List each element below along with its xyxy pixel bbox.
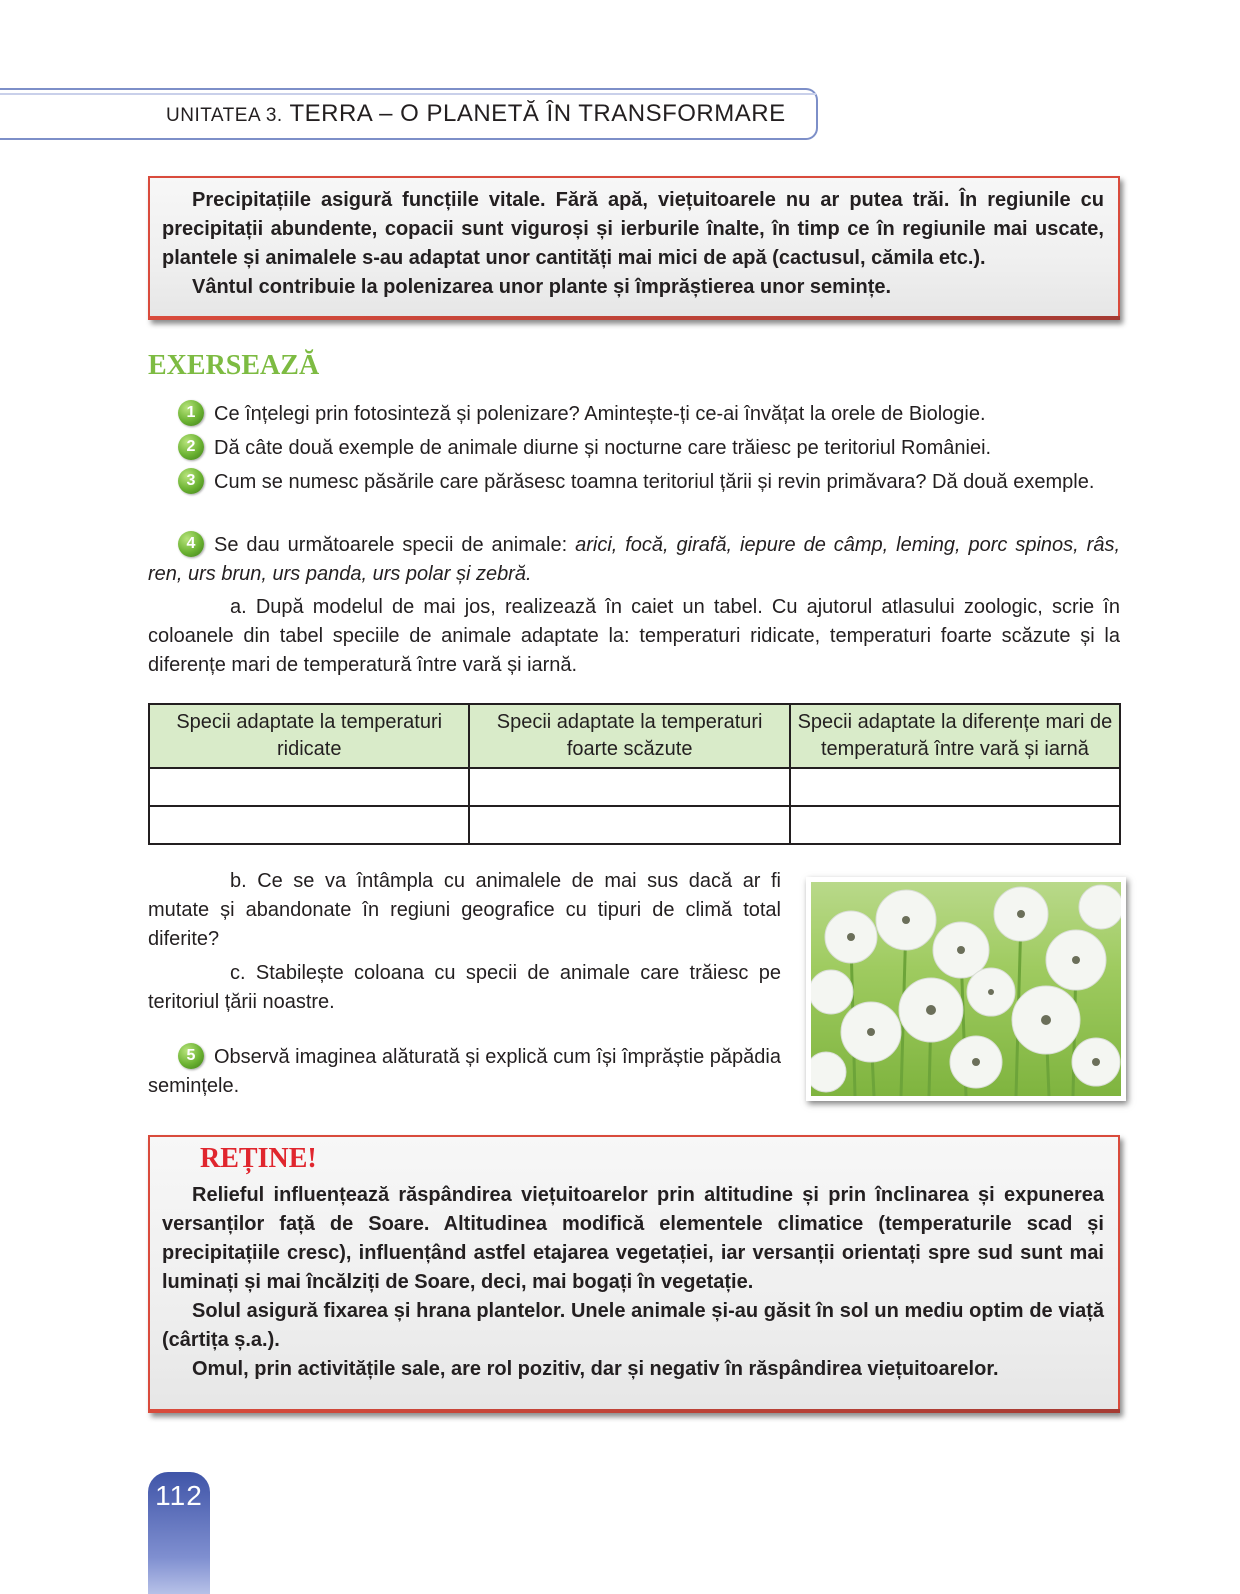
retine-paragraph-3 bbox=[162, 1355, 1104, 1384]
exercise-3 bbox=[148, 468, 1120, 497]
exercise-3-text: Cum se numesc păsările care părăsesc toamna teritoriul țării și revin primăvara? Dă două exemple. bbox=[214, 471, 1095, 493]
table-cell bbox=[790, 806, 1120, 844]
exercises-heading: EXERSEAZĂ bbox=[148, 350, 320, 381]
retine-text: influențează răspândirea viețuitoarelor prin altitudine și prin înclinarea și expunerea versanților față de Soare. Altitudinea modifică elementele climatice (temperaturile scad și precipitațiile cresc), influențând astfel etajarea vegetației, iar versanții orientați spre sud sunt mai luminați și mai încălziți de Soare, deci, mai bogați în vegetație. bbox=[162, 1184, 1104, 1293]
intro-paragraph-2: Vântul contribuie la polenizarea unor plante și împrăștierea unor semințe. bbox=[192, 276, 892, 298]
intro-box bbox=[148, 176, 1120, 320]
table-row bbox=[149, 806, 1120, 844]
page-number: 112 bbox=[155, 1480, 203, 1511]
retine-paragraph-2 bbox=[162, 1297, 1104, 1355]
retine-text: , prin activitățile sale, are rol pozitiv, dar și negativ în răspândirea viețuitoarelor. bbox=[243, 1358, 999, 1380]
table-header-cell: Specii adaptate la diferențe mari de temperatură între vară și iarnă bbox=[790, 704, 1120, 768]
table-row bbox=[149, 768, 1120, 806]
retine-keyword: Relieful bbox=[192, 1184, 265, 1206]
exercise-5-text: Observă imaginea alăturată și explică cum își împrăștie păpădia semințele. bbox=[148, 1046, 781, 1097]
exercise-2 bbox=[148, 434, 1120, 463]
exercise-5 bbox=[148, 1043, 781, 1101]
exercise-4b bbox=[148, 867, 781, 954]
exercise-4-text: Se dau următoarele specii de animale: bbox=[214, 534, 576, 556]
exercise-number-badge: 5 bbox=[178, 1043, 204, 1069]
exercise-4a-text: a. După modelul de mai jos, realizează în caiet un tabel. Cu ajutorul atlasului zoologic, scrie în coloanele din tabel speciile de animale adaptate la: temperaturi ridicate, temperaturi foarte scăzute și la diferențe mari de temperatură între vară și iarnă. bbox=[148, 596, 1120, 676]
table-cell bbox=[469, 806, 789, 844]
table-cell bbox=[149, 806, 469, 844]
table-cell bbox=[469, 768, 789, 806]
unit-title: TERRA – O PLANETĂ ÎN TRANSFORMARE bbox=[289, 100, 786, 127]
table-header-cell: Specii adaptate la temperaturi ridicate bbox=[149, 704, 469, 768]
retine-text: asigură fixarea și hrana plantelor. Unele animale și-au găsit în sol un mediu optim de viață (cârtița ș.a.). bbox=[162, 1300, 1104, 1351]
species-table bbox=[148, 703, 1121, 845]
exercise-number-badge: 3 bbox=[178, 468, 204, 494]
intro-paragraph-1: Precipitațiile asigură funcțiile vitale. Fără apă, viețuitoarele nu ar putea trăi. În regiunile cu precipitații abundente, copacii sunt viguroși și ierburile înalte, în timp ce în regiunile mai uscate, plantele și animalele s-au adaptat unor cantități mai mici de apă (cactusul, cămila etc.). bbox=[162, 189, 1104, 269]
table-header-row bbox=[149, 704, 1120, 768]
exercise-4b-text: b. Ce se va întâmpla cu animalele de mai sus dacă ar fi mutate și abandonate în regiuni geografice cu tipuri de climă total diferite? bbox=[148, 870, 781, 950]
retine-heading: REȚINE! bbox=[200, 1143, 317, 1174]
exercise-number-badge: 1 bbox=[178, 400, 204, 426]
unit-label: UNITATEA 3. bbox=[166, 105, 283, 126]
running-header bbox=[166, 100, 786, 128]
exercise-1-text: Ce înțelegi prin fotosinteză și polenizare? Amintește-ți ce-ai învățat la orele de Biologie. bbox=[214, 403, 986, 425]
retine-box bbox=[148, 1135, 1120, 1413]
exercise-4c bbox=[148, 959, 781, 1017]
dandelion-illustration bbox=[811, 882, 1121, 1096]
table-cell bbox=[149, 768, 469, 806]
retine-keyword: Solul bbox=[192, 1300, 241, 1322]
exercise-number-badge: 2 bbox=[178, 434, 204, 460]
table-cell bbox=[790, 768, 1120, 806]
exercise-1 bbox=[148, 400, 1120, 429]
retine-paragraph-1 bbox=[162, 1181, 1104, 1297]
dandelion-photo bbox=[806, 877, 1126, 1101]
exercise-4 bbox=[148, 531, 1120, 589]
exercise-4c-text: c. Stabilește coloana cu specii de animale care trăiesc pe teritoriul țării noastre. bbox=[148, 962, 781, 1013]
retine-keyword: Omul bbox=[192, 1358, 244, 1380]
exercise-4-species: arici, focă, girafă, iepure de câmp, leming, porc spinos, râs, ren, urs brun, urs panda, urs polar și zebră. bbox=[148, 534, 1120, 585]
exercise-2-text: Dă câte două exemple de animale diurne și nocturne care trăiesc pe teritoriul României. bbox=[214, 437, 992, 459]
exercise-number-badge: 4 bbox=[178, 531, 204, 557]
table-header-cell: Specii adaptate la temperaturi foarte scăzute bbox=[469, 704, 789, 768]
exercise-4a bbox=[148, 593, 1120, 680]
